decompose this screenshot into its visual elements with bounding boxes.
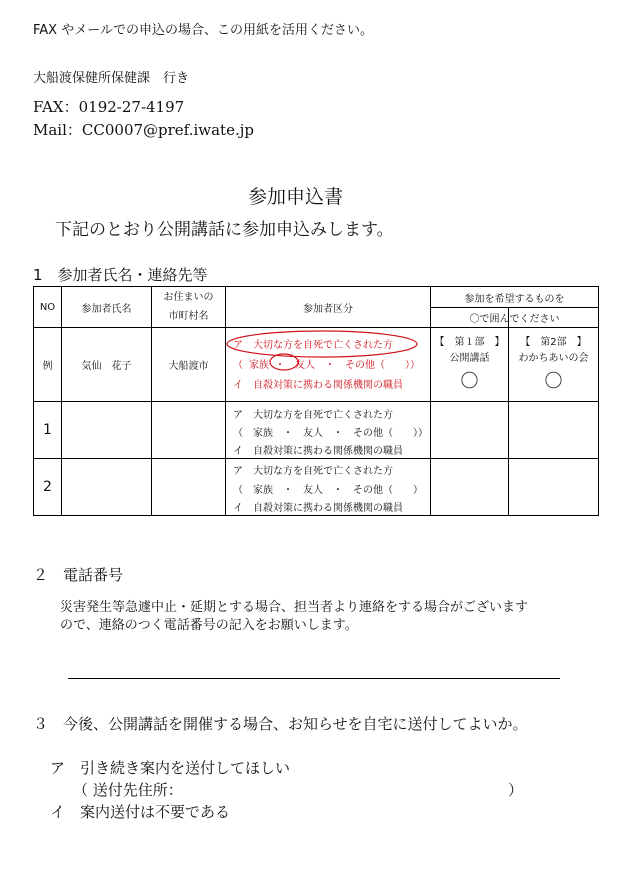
part2-label-line1: 【 第2部 】 [520, 336, 587, 348]
row1-cat-a[interactable]: ア 大切な方を自死で亡くされた方 [233, 410, 393, 421]
example-name: 気仙 花子 [81, 361, 132, 372]
col-wish-line1: 参加を希望するものを [464, 293, 565, 305]
section1-heading: 1 参加者氏名・連絡先等 [33, 266, 208, 284]
example-cat-a: ア 大切な方を自死で亡くされた方 [233, 340, 393, 351]
row1-cat-i[interactable]: イ 自殺対策に携わる関係機関の職員 [233, 446, 403, 457]
intro-text: 下記のとおり公開講話に参加申込みします。 [55, 220, 394, 240]
example-cat-sub-open: （ [233, 360, 243, 371]
row2-cat-a[interactable]: ア 大切な方を自死で亡くされた方 [233, 466, 393, 477]
part1-label-line2: 公開講話 [449, 352, 490, 364]
address-open: （ 送付先住所： [73, 781, 183, 799]
row1-name-field[interactable] [62, 402, 151, 458]
page-title: 参加申込書 [248, 186, 344, 208]
section3-heading: ３ 今後、公開講話を開催する場合、お知らせを自宅に送付してよいか。 [33, 715, 528, 733]
option-a[interactable]: ア 引き続き案内を送付してほしい [50, 759, 291, 777]
fax-number: FAX：0192-27-4197 [33, 98, 185, 116]
row2-part2-field[interactable] [509, 459, 598, 515]
col-name: 参加者氏名 [81, 303, 132, 315]
example-cat-family: 家族 [249, 360, 269, 371]
example-city: 大船渡市 [168, 361, 209, 372]
row1-cat-sub[interactable]: （ 家族 ・ 友人 ・ その他（ ）） [233, 428, 428, 439]
col-no: NO [39, 301, 56, 313]
row2-part1-field[interactable] [431, 459, 508, 515]
row1-part1-field[interactable] [431, 402, 508, 458]
example-cat-i: イ 自殺対策に携わる関係機関の職員 [233, 380, 403, 391]
row1-no: 1 [43, 422, 52, 438]
section2-heading: ２ 電話番号 [33, 566, 124, 584]
row1-city-field[interactable] [152, 402, 225, 458]
recipient: 大船渡保健所保健課 行き [33, 71, 190, 86]
example-cat-sub-rest: ・ 友人 ・ その他（ ）） [275, 360, 420, 371]
example-part2-mark: 〇 [544, 371, 563, 392]
usage-note: FAX やメールでの申込の場合、この用紙を活用ください。 [33, 23, 373, 38]
phone-number-line[interactable] [68, 678, 560, 679]
example-no: 例 [42, 361, 53, 372]
section2-body-line1: 災害発生等急遽中止・延期とする場合、担当者より連絡をする場合がございます [60, 600, 529, 615]
col-city-line1: お住まいの [163, 292, 214, 303]
col-wish-line2: 〇で囲んでください [469, 314, 560, 325]
row2-no: 2 [43, 479, 52, 495]
part2-label-line2: わかちあいの会 [518, 352, 589, 364]
row2-city-field[interactable] [152, 459, 225, 515]
section2-body-line2: ので、連絡のつく電話番号の記入をお願いします。 [60, 618, 358, 633]
row2-cat-i[interactable]: イ 自殺対策に携わる関係機関の職員 [233, 503, 403, 514]
row2-name-field[interactable] [62, 459, 151, 515]
example-part1-mark: 〇 [460, 371, 479, 392]
address-close: ） [508, 781, 524, 799]
col-category: 参加者区分 [303, 303, 353, 315]
example-cat-sub [233, 356, 420, 371]
row2-cat-sub[interactable]: （ 家族 ・ 友人 ・ その他（ ） [233, 485, 423, 496]
row1-part2-field[interactable] [509, 402, 598, 458]
participant-table [33, 286, 599, 516]
col-city [152, 287, 225, 327]
part1-label-line1: 【 第１部 】 [434, 336, 505, 348]
mail-address: Mail：CC0007@pref.iwate.jp [33, 121, 254, 139]
col-city-line2: 市町村名 [168, 311, 209, 322]
option-i[interactable]: イ 案内送付は不要である [50, 803, 231, 821]
